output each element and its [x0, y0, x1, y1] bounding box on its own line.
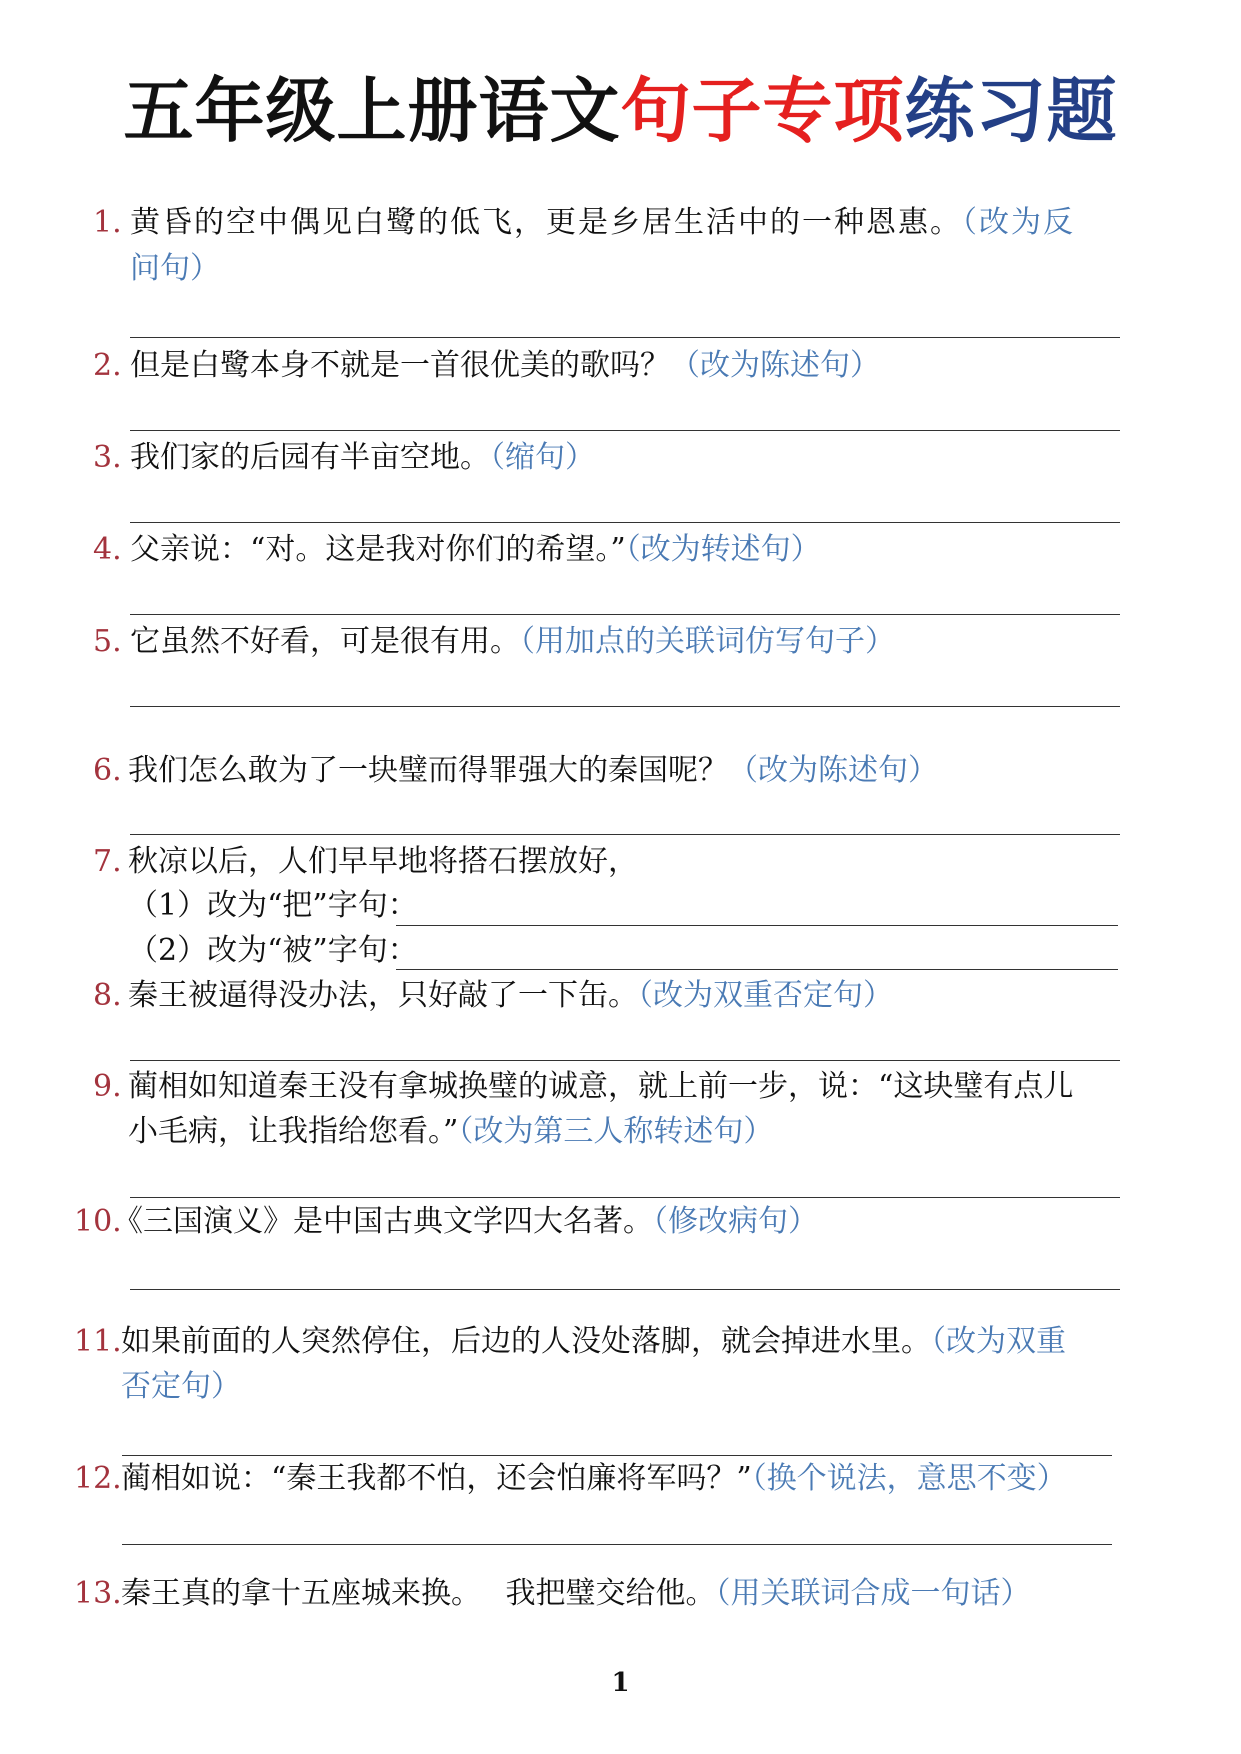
- sub-question-ba: （1）改为“把”字句：: [128, 888, 418, 923]
- question-text: 秦王真的拿十五座城来换。 我把璧交给他。（用关联词合成一句话）: [121, 1576, 1031, 1611]
- answer-line: [130, 522, 1120, 523]
- page-number: 1: [611, 1668, 630, 1698]
- answer-line: [130, 1289, 1120, 1290]
- answer-line: [130, 706, 1120, 707]
- question-number: 2.: [93, 348, 122, 383]
- question-number: 13.: [74, 1576, 122, 1611]
- question-number: 12.: [74, 1461, 122, 1496]
- question-text: 秦王被逼得没办法，只好敲了一下缶。（改为双重否定句）: [128, 978, 893, 1013]
- answer-line: [396, 925, 1118, 926]
- title-part-3: 练习题: [904, 70, 1118, 152]
- question-number: 5.: [93, 624, 122, 659]
- question-text: 秋凉以后，人们早早地将搭石摆放好，: [128, 844, 638, 879]
- question-text: 如果前面的人突然停住，后边的人没处落脚，就会掉进水里。（改为双重: [121, 1324, 1066, 1359]
- answer-line: [130, 430, 1120, 431]
- question-number: 10.: [74, 1204, 122, 1239]
- question-text: 我们怎么敢为了一块璧而得罪强大的秦国呢？（改为陈述句）: [128, 753, 938, 788]
- question-number: 9.: [93, 1069, 122, 1104]
- sub-question-bei: （2）改为“被”字句：: [128, 933, 418, 968]
- answer-line: [130, 1060, 1120, 1061]
- answer-line: [396, 969, 1118, 970]
- question-number: 8.: [93, 978, 122, 1013]
- question-text: 我们家的后园有半亩空地。（缩句）: [130, 440, 595, 475]
- question-number: 1.: [93, 205, 122, 240]
- question-text: 蔺相如知道秦王没有拿城换璧的诚意，就上前一步，说：“这块璧有点儿: [128, 1069, 1074, 1104]
- title-part-1: 五年级上册语文: [123, 70, 621, 152]
- page-title: [0, 66, 1241, 156]
- answer-line: [130, 1197, 1120, 1198]
- answer-line: [130, 834, 1120, 835]
- question-hint: 否定句）: [121, 1369, 241, 1404]
- answer-line: [130, 614, 1120, 615]
- question-number: 4.: [93, 532, 122, 567]
- question-text: 蔺相如说：“秦王我都不怕，还会怕廉将军吗？”（换个说法，意思不变）: [121, 1461, 1067, 1496]
- question-text: 黄昏的空中偶见白鹭的低飞，更是乡居生活中的一种恩惠。（改为反: [130, 205, 1075, 240]
- question-text: 它虽然不好看，可是很有用。（用加点的关联词仿写句子）: [130, 624, 895, 659]
- answer-line: [130, 337, 1120, 338]
- question-text: 父亲说：“对。这是我对你们的希望。”（改为转述句）: [130, 532, 821, 567]
- question-text: 但是白鹭本身不就是一首很优美的歌吗？（改为陈述句）: [130, 348, 880, 383]
- question-number: 11.: [74, 1324, 122, 1359]
- question-text-line-2: 小毛病，让我指给您看。”（改为第三人称转述句）: [128, 1114, 774, 1149]
- answer-line: [122, 1544, 1112, 1545]
- question-hint: 问句）: [130, 251, 220, 286]
- question-number: 7.: [93, 844, 122, 879]
- question-number: 3.: [93, 440, 122, 475]
- title-part-2: 句子专项: [620, 70, 905, 152]
- question-number: 6.: [93, 753, 122, 788]
- question-text: 《三国演义》是中国古典文学四大名著。（修改病句）: [113, 1204, 818, 1239]
